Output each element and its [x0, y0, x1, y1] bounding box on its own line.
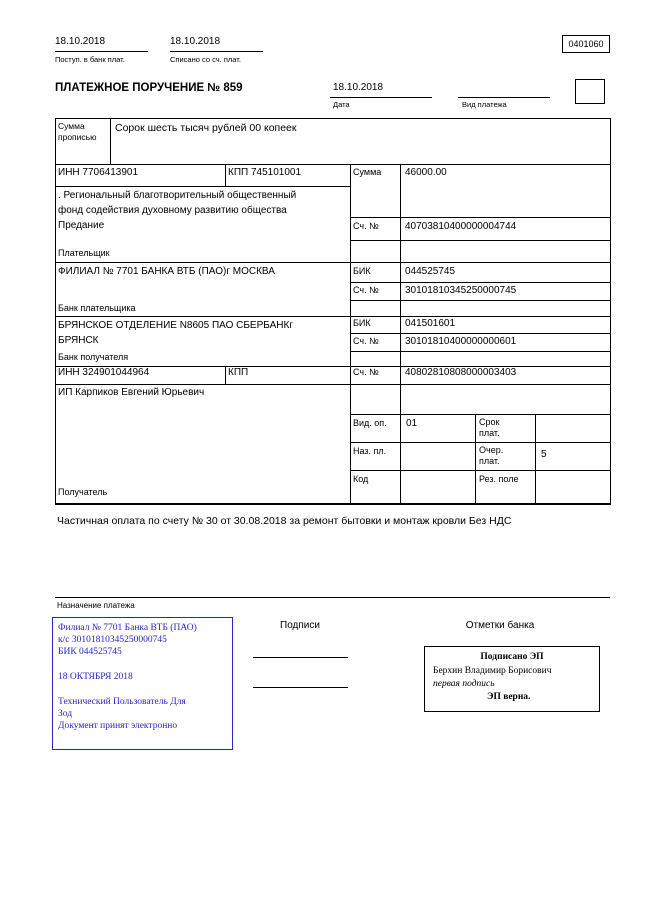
doc-date-underline: [330, 97, 432, 98]
received-date: 18.10.2018: [55, 36, 106, 47]
form-code-box: 0401060: [562, 35, 610, 53]
doc-date-caption: Дата: [333, 100, 350, 109]
table-line: [350, 164, 351, 505]
reserve-caption: Рез. поле: [479, 474, 519, 484]
payee-bank-bik-caption: БИК: [353, 318, 371, 328]
priority-caption: Очер. плат.: [479, 445, 504, 466]
payer-bank-caption: Банк плательщика: [58, 303, 136, 313]
signature-line-2: [253, 687, 348, 688]
bank-note-line: 18 ОКТЯБРЯ 2018: [58, 672, 133, 682]
table-line: [350, 217, 610, 218]
table-line: [55, 262, 610, 263]
table-line: [350, 470, 610, 471]
payee-caption: Получатель: [58, 487, 108, 497]
bank-note-line: Документ принят электронно: [58, 721, 178, 731]
table-line: [55, 118, 610, 119]
doc-date: 18.10.2018: [333, 82, 384, 93]
table-line: [225, 366, 226, 384]
table-line: [55, 384, 610, 385]
amount-words: Сорок шесть тысяч рублей 00 копеек: [115, 122, 297, 134]
payer-bank-account-caption: Сч. №: [353, 285, 379, 295]
payer-bank-name: ФИЛИАЛ № 7701 БАНКА ВТБ (ПАО)г МОСКВА: [58, 266, 275, 277]
stamp-verified-note: ЭП верна.: [487, 692, 531, 702]
amount-sum: 46000.00: [405, 167, 447, 178]
op-type-value: 01: [406, 418, 418, 429]
purpose-line: [55, 597, 610, 598]
payer-kpp: КПП 745101001: [228, 167, 302, 178]
payer-bank-account: 30101810345250000745: [405, 285, 517, 296]
bank-note-line: к/с 30101810345250000745: [58, 635, 167, 645]
payee-account-caption: Сч. №: [353, 367, 379, 377]
table-line: [350, 240, 610, 241]
bank-note-line: Филиал № 7701 Банка ВТБ (ПАО): [58, 623, 197, 633]
signature-stamp: [424, 646, 600, 712]
debited-date-underline: [170, 51, 263, 52]
purpose-caption: Назначение платежа: [57, 601, 135, 610]
table-line: [350, 414, 610, 415]
payee-bank-bik: 041501601: [405, 318, 456, 329]
purpose-text: Частичная оплата по счету № 30 от 30.08.2018 за ремонт бытовки и монтаж кровли Без НДС: [57, 515, 512, 527]
table-line: [55, 186, 350, 187]
pay-term-caption: Срок плат.: [479, 417, 500, 438]
amount-sum-caption: Сумма: [353, 167, 382, 177]
doc-title: ПЛАТЕЖНОЕ ПОРУЧЕНИЕ № 859: [55, 82, 243, 94]
payee-bank-account-caption: Сч. №: [353, 336, 379, 346]
table-line: [350, 300, 610, 301]
table-line: [610, 118, 611, 505]
payee-name: ИП Карпиков Евгений Юрьевич: [58, 387, 205, 398]
op-type-caption: Вид. оп.: [353, 418, 387, 428]
payer-name: . Региональный благотворительный общественный фонд содействия духовному развитию общества Предание: [58, 190, 297, 231]
purpose-code-caption: Наз. пл.: [353, 446, 387, 456]
stamp-signer-name: Берхин Владимир Борисович: [433, 666, 552, 676]
bank-note-line: БИК 044525745: [58, 647, 122, 657]
payee-bank-name: БРЯНСКОЕ ОТДЕЛЕНИЕ N8605 ПАО СБЕРБАНКг БРЯНСК: [58, 320, 293, 346]
received-caption: Поступ. в банк плат.: [55, 55, 125, 64]
stamp-signer-role: первая подпись: [433, 679, 495, 689]
priority-value: 5: [541, 449, 547, 460]
table-line: [110, 118, 111, 164]
payer-bank-bik-caption: БИК: [353, 266, 371, 276]
payee-inn: ИНН 324901044964: [58, 367, 150, 378]
table-line: [55, 164, 610, 165]
table-line: [225, 164, 226, 186]
payer-account: 40703810400000004744: [405, 221, 517, 232]
bank-electronic-note: [52, 617, 233, 750]
amount-words-caption: Сумма прописью: [58, 121, 97, 142]
table-bottom-line: [55, 503, 610, 505]
debited-date: 18.10.2018: [170, 36, 221, 47]
bank-note-line: Технический Пользователь Для: [58, 697, 186, 707]
table-line: [55, 118, 56, 505]
table-line: [400, 164, 401, 505]
table-line: [350, 442, 610, 443]
payer-account-caption: Сч. №: [353, 221, 379, 231]
payment-type-caption: Вид платежа: [462, 100, 507, 109]
payee-bank-account: 30101810400000000601: [405, 336, 517, 347]
payee-bank-caption: Банк получателя: [58, 352, 129, 362]
payment-type-underline: [458, 97, 550, 98]
table-line: [535, 414, 536, 505]
payer-bank-bik: 044525745: [405, 266, 456, 277]
payment-type-box: [575, 79, 605, 104]
signatures-caption: Подписи: [280, 620, 320, 631]
received-date-underline: [55, 51, 148, 52]
payee-account: 40802810808000003403: [405, 367, 517, 378]
bank-note-line: Зод: [58, 709, 73, 719]
bank-marks-caption: Отметки банка: [465, 620, 535, 631]
payer-inn: ИНН 7706413901: [58, 167, 139, 178]
table-line: [350, 351, 610, 352]
table-line: [475, 414, 476, 505]
code-caption: Код: [353, 474, 369, 484]
table-line: [55, 316, 610, 317]
payee-kpp-caption: КПП: [228, 367, 249, 378]
signature-line-1: [253, 657, 348, 658]
payer-caption: Плательщик: [58, 248, 110, 258]
table-line: [350, 282, 610, 283]
stamp-title: Подписано ЭП: [480, 652, 544, 662]
debited-caption: Списано со сч. плат.: [170, 55, 241, 64]
table-line: [350, 333, 610, 334]
